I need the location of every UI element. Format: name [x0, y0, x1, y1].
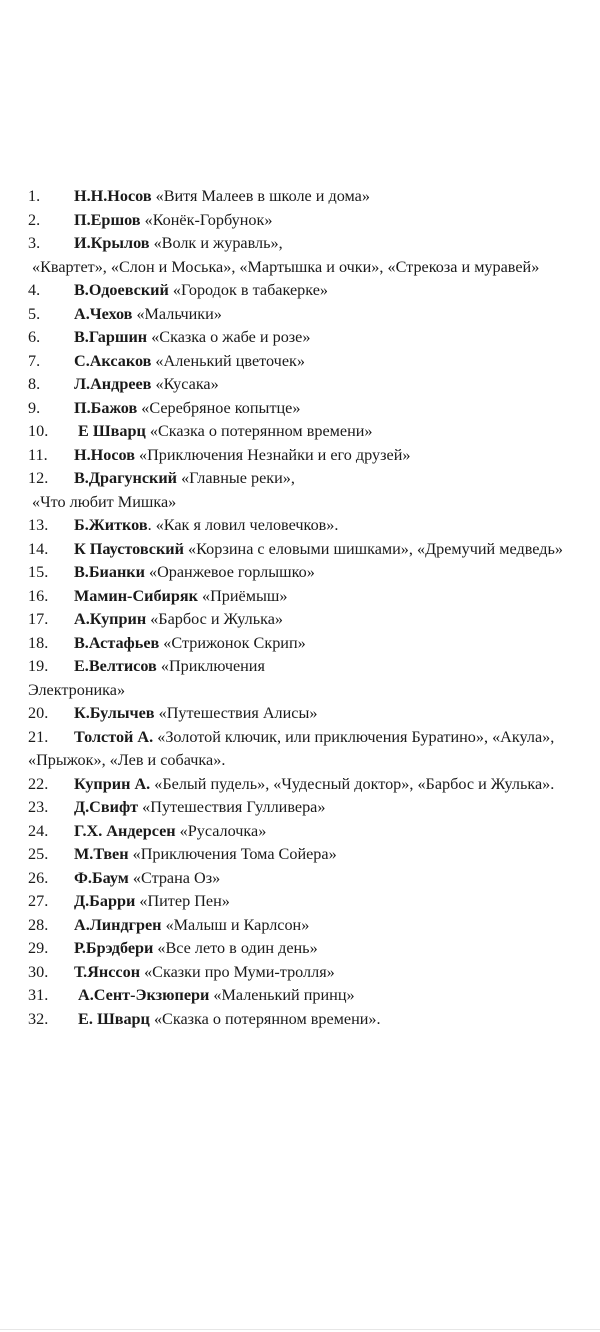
item-continuation: Электроника» [28, 680, 126, 699]
list-item [28, 632, 584, 656]
list-item [28, 538, 584, 562]
item-author: Н.Н.Носов [74, 187, 152, 205]
item-title: «Витя Малеев в школе и дома» [151, 187, 370, 205]
list-item [28, 984, 584, 1008]
bottom-divider [0, 1329, 600, 1330]
item-author: И.Крылов [74, 234, 150, 252]
item-author: Е. Шварц [74, 1009, 150, 1028]
item-author: Е.Велтисов [74, 657, 157, 675]
item-title: «Малыш и Карлсон» [161, 915, 310, 934]
item-title: «Мальчики» [132, 304, 222, 323]
list-item [28, 303, 584, 327]
item-title: «Барбос и Жулька» [146, 610, 283, 628]
list-item [28, 843, 584, 867]
item-author: Ф.Баум [74, 868, 129, 887]
item-author: А.Чехов [74, 304, 133, 323]
list-item [28, 561, 584, 585]
list-item [28, 937, 584, 961]
item-author: П.Бажов [74, 398, 138, 417]
reading-list [28, 185, 584, 1031]
item-title: «Кусака» [151, 375, 219, 393]
item-author: Д.Барри [74, 892, 136, 910]
item-number: 8. [28, 375, 41, 393]
item-title: «Стрижонок Скрип» [159, 633, 306, 652]
item-title: «Питер Пен» [135, 892, 230, 910]
item-number: 12. [28, 469, 49, 487]
item-author: А.Сент-Экзюпери [74, 986, 210, 1004]
list-item [28, 796, 584, 820]
item-title: «Серебряное копытце» [137, 398, 301, 417]
item-author: В.Одоевский [74, 281, 169, 299]
item-title: «Конёк-Горбунок» [140, 210, 273, 229]
item-number: 28. [28, 915, 49, 934]
item-author: Б.Житков [74, 516, 148, 534]
item-number: 22. [28, 774, 49, 793]
item-title: «Маленький принц» [209, 986, 355, 1004]
item-author: Г.Х. Андерсен [74, 821, 176, 840]
item-author: В.Астафьев [74, 633, 160, 652]
item-author: В.Драгунский [74, 469, 178, 487]
item-author: Т.Янссон [74, 962, 141, 981]
list-item [28, 209, 584, 233]
item-number: 3. [28, 234, 41, 252]
item-number: 19. [28, 657, 49, 675]
item-author: Толстой А. [74, 727, 154, 746]
item-author: В.Гаршин [74, 328, 148, 346]
list-item [28, 397, 584, 421]
item-title: «Страна Оз» [128, 868, 221, 887]
item-title: «Русалочка» [175, 821, 267, 840]
item-number: 6. [28, 328, 41, 346]
item-number: 1. [28, 187, 41, 205]
item-continuation: «Что любит Мишка» [32, 492, 177, 511]
item-author: Д.Свифт [74, 798, 139, 816]
item-author: А.Куприн [74, 610, 147, 628]
item-number: 16. [28, 586, 49, 605]
item-author: Е Шварц [74, 422, 146, 440]
item-title: «Приключения [156, 657, 265, 675]
list-item [28, 820, 584, 844]
item-number: 4. [28, 281, 41, 299]
item-author: К Паустовский [74, 539, 184, 558]
item-title: «Сказка о потерянном времени». [149, 1009, 381, 1028]
item-number: 23. [28, 798, 49, 816]
item-title: . «Как я ловил человечков». [147, 516, 339, 534]
list-item [28, 608, 584, 632]
list-item [28, 350, 584, 374]
item-author: К.Булычев [74, 704, 155, 722]
list-item [28, 914, 584, 938]
item-number: 14. [28, 539, 49, 558]
item-number: 32. [28, 1009, 49, 1028]
list-item [28, 185, 584, 209]
item-author: Мамин-Сибиряк [74, 586, 198, 605]
list-item [28, 279, 584, 303]
item-author: А.Линдгрен [74, 915, 162, 934]
item-number: 11. [28, 445, 48, 464]
list-item [28, 867, 584, 891]
item-author: М.Твен [74, 845, 129, 863]
item-number: 9. [28, 398, 41, 417]
list-item [28, 444, 584, 468]
item-title: «Сказки про Муми-тролля» [140, 962, 335, 981]
item-title: «Сказка о потерянном времени» [145, 422, 373, 440]
list-item [28, 1008, 584, 1032]
item-number: 27. [28, 892, 49, 910]
item-number: 30. [28, 962, 49, 981]
item-title: «Главные реки», [177, 469, 295, 487]
item-number: 29. [28, 939, 49, 957]
list-item [28, 961, 584, 985]
list-item [28, 326, 584, 350]
item-title: «Путешествия Гулливера» [138, 798, 326, 816]
item-number: 21. [28, 727, 49, 746]
item-title: «Аленький цветочек» [151, 351, 305, 370]
item-title: «Приёмыш» [197, 586, 288, 605]
list-item [28, 420, 584, 444]
list-item [28, 773, 584, 797]
item-title: «Корзина с еловыми шишками», «Дремучий медведь» [183, 539, 563, 558]
item-title: «Приключения Тома Сойера» [128, 845, 337, 863]
item-title: «Приключения Незнайки и его друзей» [134, 445, 411, 464]
item-author: П.Ершов [74, 210, 141, 229]
item-number: 18. [28, 633, 49, 652]
list-item [28, 702, 584, 726]
item-number: 24. [28, 821, 49, 840]
item-title: «Путешествия Алисы» [154, 704, 318, 722]
item-title: «Все лето в один день» [153, 939, 318, 957]
list-item [28, 726, 584, 773]
item-title: «Волк и журавль», [149, 234, 283, 252]
list-item [28, 514, 584, 538]
item-number: 13. [28, 516, 49, 534]
list-item [28, 890, 584, 914]
item-title: «Белый пудель», «Чудесный доктор», «Барбос и Жулька». [150, 774, 555, 793]
item-author: В.Бианки [74, 563, 145, 581]
item-author: Р.Брэдбери [74, 939, 154, 957]
item-title: «Городок в табакерке» [168, 281, 328, 299]
item-number: 31. [28, 986, 49, 1004]
list-item [28, 585, 584, 609]
item-number: 15. [28, 563, 49, 581]
item-number: 26. [28, 868, 49, 887]
list-item [28, 655, 584, 702]
item-number: 2. [28, 210, 41, 229]
item-number: 10. [28, 422, 49, 440]
item-title: «Золотой ключик, или приключения Буратино», «Акула», «Прыжок», «Лев и собачка». [28, 727, 555, 769]
item-number: 17. [28, 610, 49, 628]
item-title: «Сказка о жабе и розе» [147, 328, 311, 346]
item-number: 7. [28, 351, 41, 370]
item-title: «Оранжевое горлышко» [144, 563, 315, 581]
list-item [28, 467, 584, 514]
item-number: 20. [28, 704, 49, 722]
item-author: Н.Носов [74, 445, 135, 464]
item-author: Куприн А. [74, 774, 151, 793]
item-number: 5. [28, 304, 41, 323]
list-item [28, 232, 584, 279]
list-item [28, 373, 584, 397]
item-author: С.Аксаков [74, 351, 152, 370]
item-author: Л.Андреев [74, 375, 152, 393]
item-number: 25. [28, 845, 49, 863]
item-continuation: «Квартет», «Слон и Моська», «Мартышка и очки», «Стрекоза и муравей» [32, 257, 540, 276]
